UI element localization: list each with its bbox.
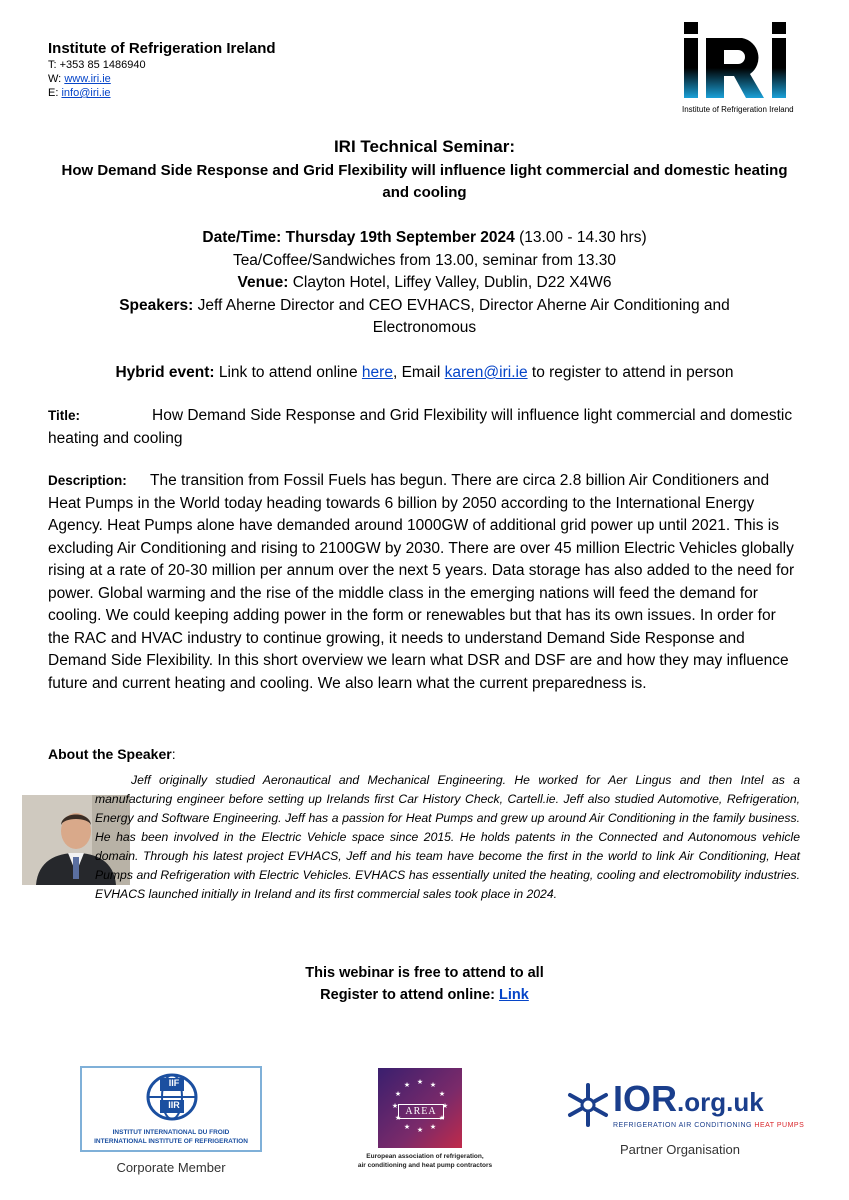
web-link[interactable]: www.iri.ie: [64, 73, 111, 85]
register-line: Register to attend online: Link: [320, 987, 529, 1003]
partner-organisation-caption: Partner Organisation: [620, 1142, 740, 1157]
svg-text:★: ★: [394, 1114, 402, 1122]
iir-badge: IIR: [168, 1100, 180, 1110]
iif-badge: IIF: [168, 1078, 180, 1088]
iif-text: INSTITUT INTERNATIONAL DU FROID INTERNATIONAL INSTITUTE OF REFRIGERATION: [94, 1129, 248, 1145]
speakers-line: Speakers: Jeff Aherne Director and CEO EVHACS, Director Aherne Air Conditioning and Electronomous: [119, 296, 730, 336]
iri-logo-mark: [682, 22, 802, 100]
page-title: IRI Technical Seminar:: [333, 137, 516, 156]
free-line: This webinar is free to attend to all: [305, 965, 544, 981]
ior-logo: [565, 1078, 810, 1138]
title-label: Title:: [48, 408, 81, 423]
talk-title: Title: How Demand Side Response and Grid Flexibility will influence light commercial and domestic heating and cooling: [48, 407, 793, 447]
ior-wordmark: IOR.org.uk: [613, 1078, 764, 1119]
description-label: Description:: [48, 473, 127, 488]
hybrid-event-line: Hybrid event: Link to attend online here, Email karen@iri.ie to register to attend in person: [115, 364, 734, 381]
phone-number: +353 85 1486940: [59, 59, 146, 71]
seminar-subtitle: How Demand Side Response and Grid Flexibility will influence light commercial and domestic heating and cooling: [61, 162, 788, 201]
snowflake-icon: [565, 1082, 611, 1128]
svg-text:★: ★: [394, 1090, 402, 1098]
about-heading: About the Speaker:: [48, 746, 176, 762]
talk-description: Description: The transition from Fossil Fuels has begun. There are circa 2.8 billion Air Conditioners and Heat Pumps in the World today heading towards 6 billion by 2050 according to the International Energy Agency. Heat Pumps alone have demanded around 1000GW of additional grid power up until 2021. This is excluding Air Conditioning and rising to 2100GW by 2030. There are over 45 million Electric Vehicles globally rising at a rate of 20-30 million per annum over the next 5 years. Data storage has also added to the need for power. Global warming and the rise of the middle class in the emerging nations will feed the demand for cooling. We could keeping adding power in the form or renewables but that has its own issues. In order for the RAC and HVAC industry to continue growing, it needs to understand Demand Side Response and Demand Side Flexibility. In this short overview we learn what DSR and DSF are and how they may influence future and current heating and cooling. We also learn what the current preparedness is.: [48, 472, 795, 692]
free-attendance: [40, 962, 809, 1006]
online-link[interactable]: here: [361, 364, 393, 381]
area-name: AREA: [398, 1104, 444, 1119]
phone-line: T: +353 85 1486940: [48, 59, 146, 71]
web-line: W: www.iri.ie: [48, 73, 111, 85]
org-header: [48, 40, 276, 100]
email-link[interactable]: info@iri.ie: [61, 87, 111, 99]
org-name: Institute of Refrigeration Ireland: [48, 40, 276, 57]
svg-text:★: ★: [403, 1081, 411, 1089]
svg-text:★: ★: [416, 1126, 424, 1134]
svg-text:★: ★: [438, 1114, 446, 1122]
ior-tagline: REFRIGERATION AIR CONDITIONING HEAT PUMPS: [613, 1122, 805, 1129]
schedule-line: Tea/Coffee/Sandwiches from 13.00, seminar from 13.30: [232, 251, 617, 269]
iri-logo-caption: Institute of Refrigeration Ireland: [682, 105, 794, 114]
email-line: E: info@iri.ie: [48, 87, 111, 99]
svg-text:★: ★: [416, 1078, 424, 1086]
corporate-member-caption: Corporate Member: [116, 1160, 226, 1175]
iif-iir-logo: [80, 1066, 262, 1152]
svg-text:★: ★: [441, 1102, 449, 1110]
svg-text:★: ★: [403, 1123, 411, 1131]
area-logo: [378, 1068, 462, 1148]
register-email-link[interactable]: karen@iri.ie: [444, 364, 528, 381]
svg-text:★: ★: [429, 1081, 437, 1089]
event-info: [40, 227, 809, 340]
svg-text:★: ★: [391, 1102, 399, 1110]
register-link[interactable]: Link: [499, 987, 529, 1003]
svg-text:★: ★: [429, 1123, 437, 1131]
venue-line: Venue: Clayton Hotel, Liffey Valley, Dublin, D22 X4W6: [237, 274, 612, 291]
datetime-line: Date/Time: Thursday 19th September 2024 (13.00 - 14.30 hrs): [202, 229, 647, 246]
svg-text:★: ★: [438, 1090, 446, 1098]
speaker-bio: Jeff originally studied Aeronautical and Mechanical Engineering. He worked for Aer Lingus and then Intel as a manufacturing engineer before setting up Irelands first Car History Check, Cartell.ie. Jeff also studied Automotive, Refrigeration, Energy and Software Engineering. Jeff has a passion for Heat Pumps and grew up around Air Conditioning in the family business. He has been involved in the Electric Vehicle space since 2015. He holds patents in the Connected and Autonomous vehicle domain. Through his latest project EVHACS, Jeff and his team have become the first in the world to link Air Conditioning, Heat Pumps and Refrigeration with Electric Vehicles. EVHACS has essentially united the heating, cooling and electromobility industries. EVHACS launched initially in Ireland and its first commercial sales took place in 2024.: [95, 773, 800, 901]
iri-logo: [682, 22, 802, 112]
area-caption: European association of refrigeration, air conditioning and heat pump contractors: [357, 1153, 493, 1169]
